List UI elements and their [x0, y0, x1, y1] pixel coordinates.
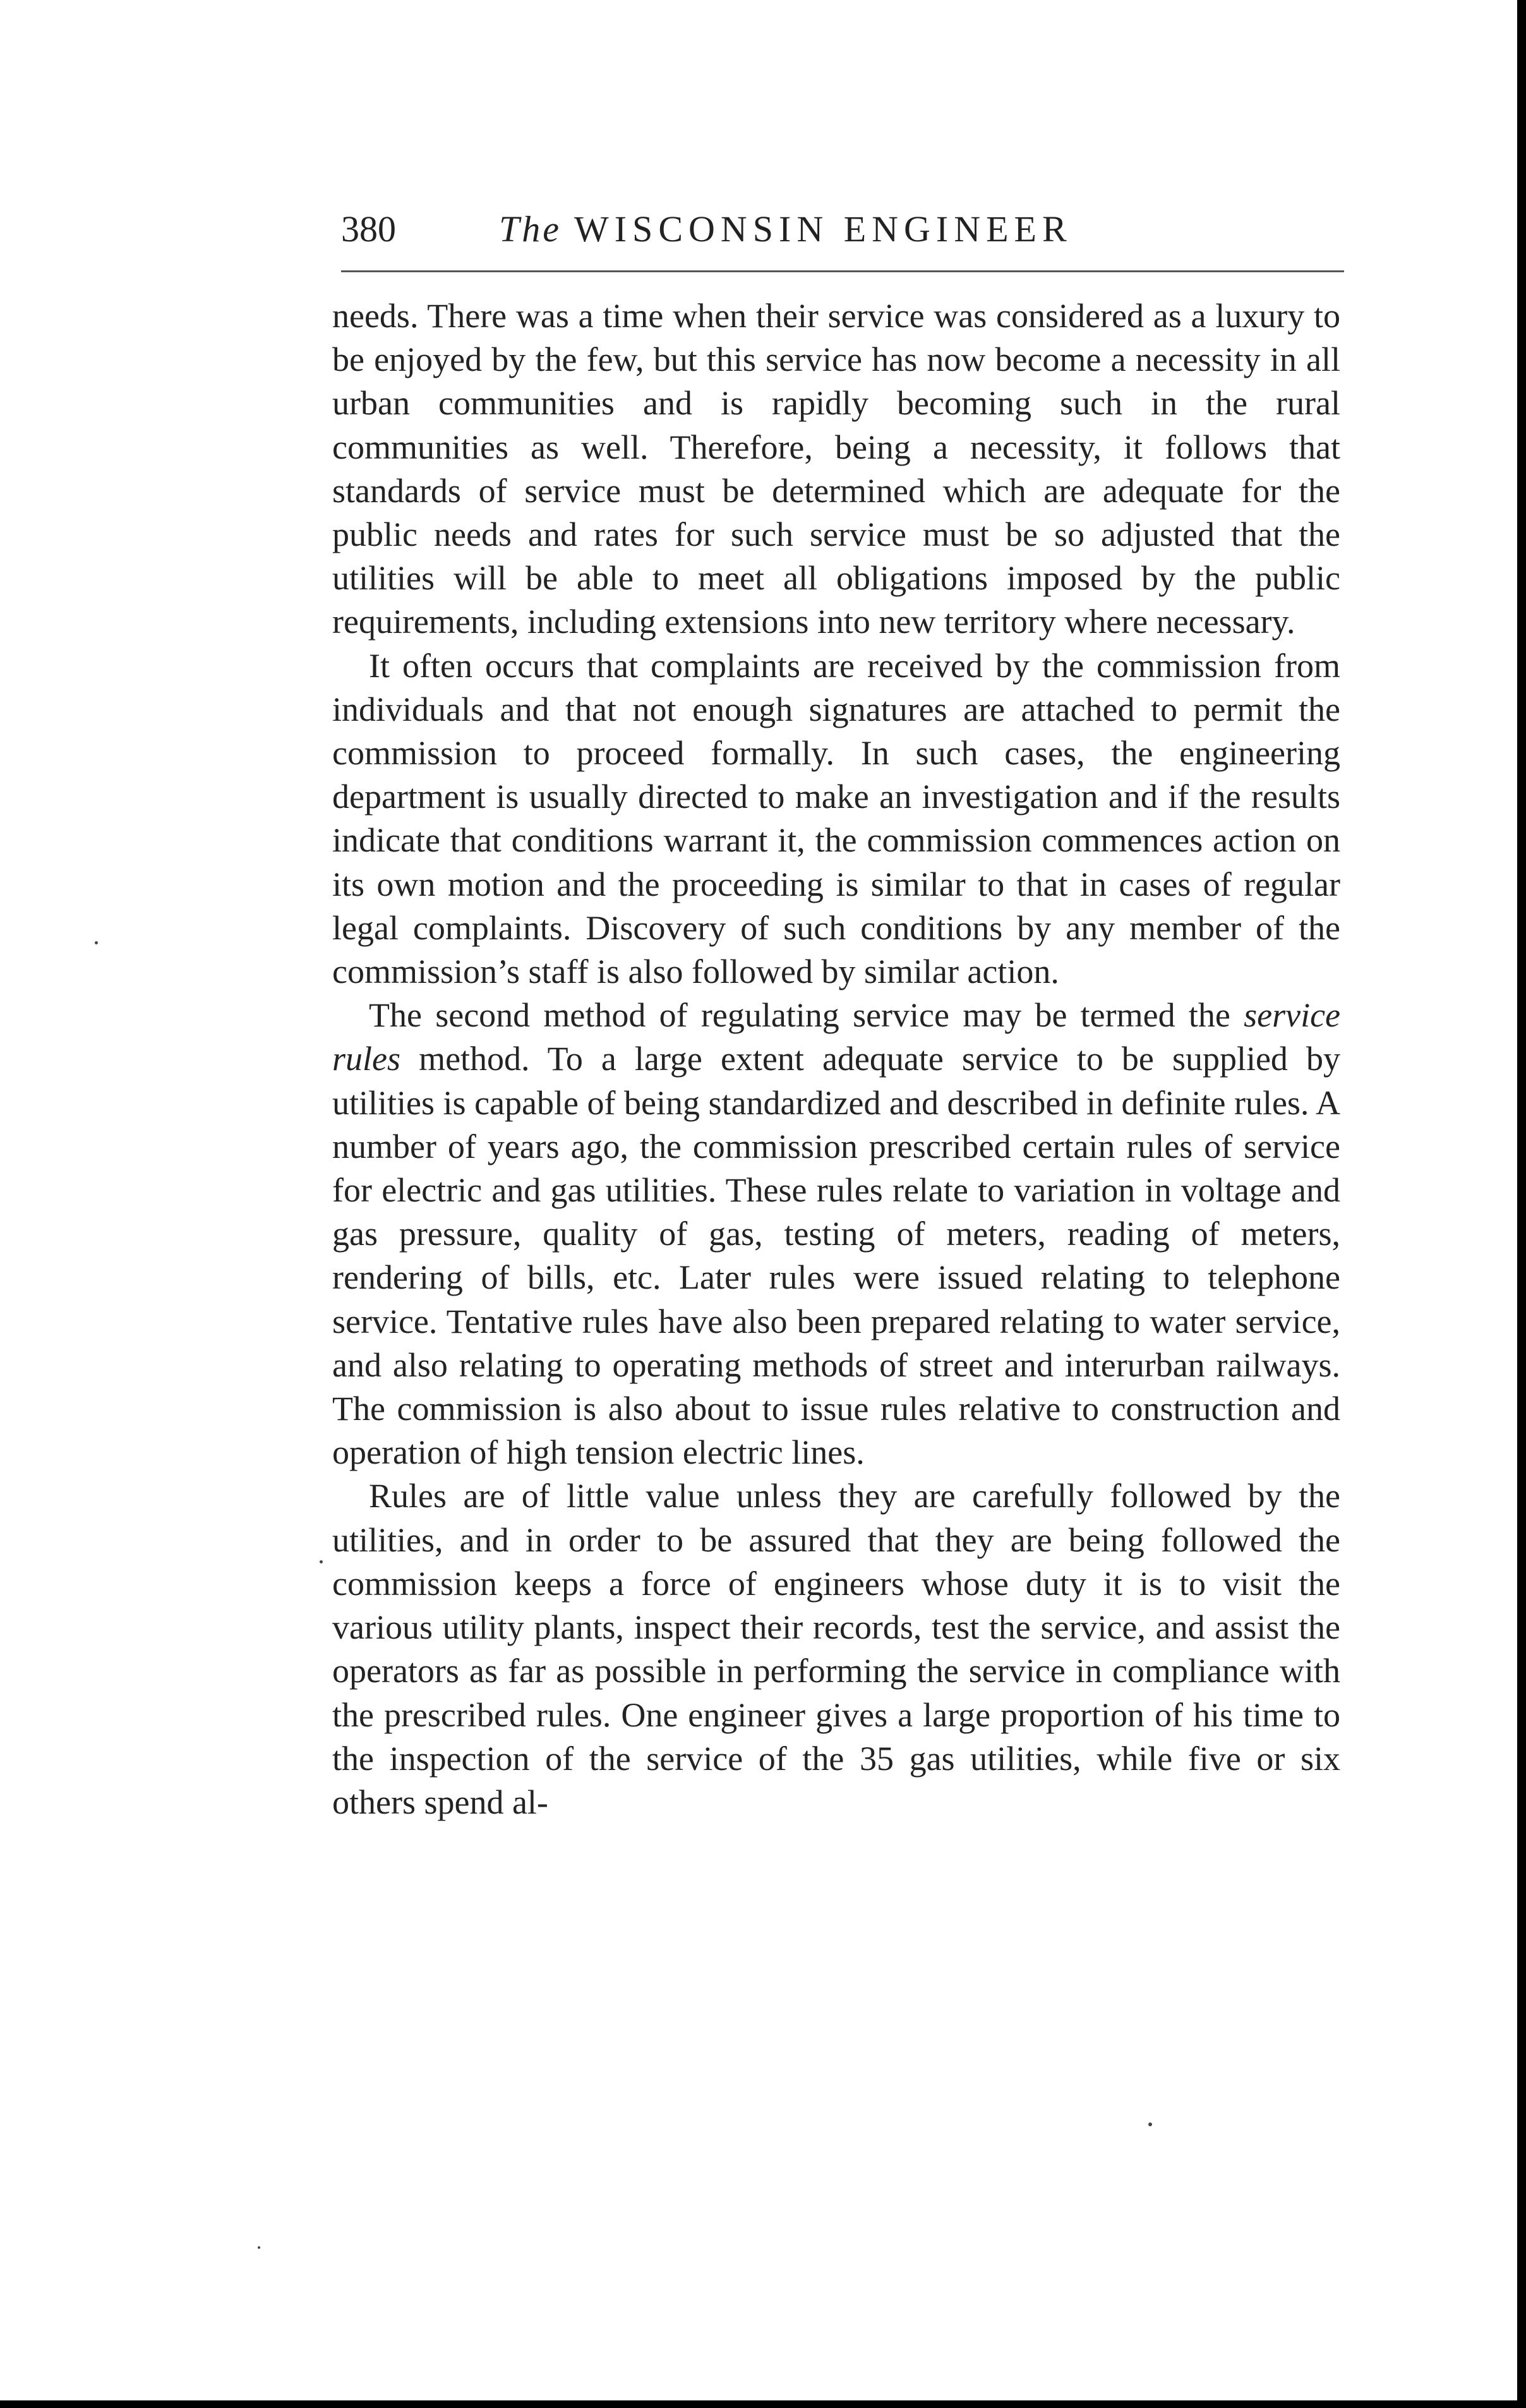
page-edge-bottom: [0, 2400, 1526, 2408]
paragraph-4: Rules are of little value unless they are carefully followed by the utilities, and in order to be assured that they are being followed the commission keeps a force of engineers whose duty it is to visit the various utility plants, inspect their records, test the service, and assist the operators as far as possible in performing the service in compliance with the prescribed rules. One engineer gives a large proportion of his time to the inspection of the service of the 35 gas utilities, while five or six others spend al-: [332, 1477, 1340, 1821]
page-edge-right: [1517, 0, 1526, 2408]
running-header: [341, 201, 1344, 258]
scan-speck: [95, 941, 98, 944]
scan-speck: [320, 1560, 323, 1563]
journal-title-prefix: The: [499, 208, 562, 250]
paragraph-1: needs. There was a time when their service was considered as a luxury to be enjoyed by the few, but this service has now become a necessity in all urban communities and is rapidly becoming such in the rural communities as well. Therefore, being a necessity, it follows that standards of service must be determined which are adequate for the public needs and rates for such service must be so adjusted that the utilities will be able to meet all obligations imposed by the public requirements, including extensions into new territory where necessary.: [332, 297, 1340, 641]
paragraph-3: [332, 994, 1340, 1474]
article-body: [332, 294, 1340, 1824]
journal-title-text: WISCONSIN ENGINEER: [574, 208, 1072, 250]
paragraph-3-rest: method. To a large extent adequate service to be supplied by utilities is capable of being standardized and described in definite rules. A number of years ago, the commission prescribed certain rules of service for electric and gas utilities. These rules relate to variation in voltage and gas pressure, quality of gas, testing of meters, reading of meters, rendering of bills, etc. Later rules were issued relating to telephone service. Tentative rules have also been prepared relating to water service, and also relating to operating methods of street and interurban railways. The commission is also about to issue rules relative to construction and operation of high tension electric lines.: [332, 1040, 1340, 1472]
paragraph-3-start: The second method of regulating service may be termed the: [369, 996, 1230, 1035]
scan-speck: [258, 2246, 260, 2249]
header-rule: [341, 270, 1344, 272]
scan-speck: [1148, 2122, 1152, 2126]
paragraph-2: It often occurs that complaints are received by the commission from individuals and that not enough signatures are attached to permit the commission to proceed formally. In such cases, the engineering department is usually directed to make an investigation and if the results indicate that conditions warrant it, the commission commences action on its own motion and the proceeding is similar to that in cases of regular legal complaints. Discovery of such conditions by any member of the commission’s staff is also followed by similar action.: [332, 646, 1340, 991]
paragraph-3-italic: service rules: [332, 996, 1341, 1078]
page-number: 380: [341, 208, 396, 250]
journal-title: [499, 201, 1072, 258]
